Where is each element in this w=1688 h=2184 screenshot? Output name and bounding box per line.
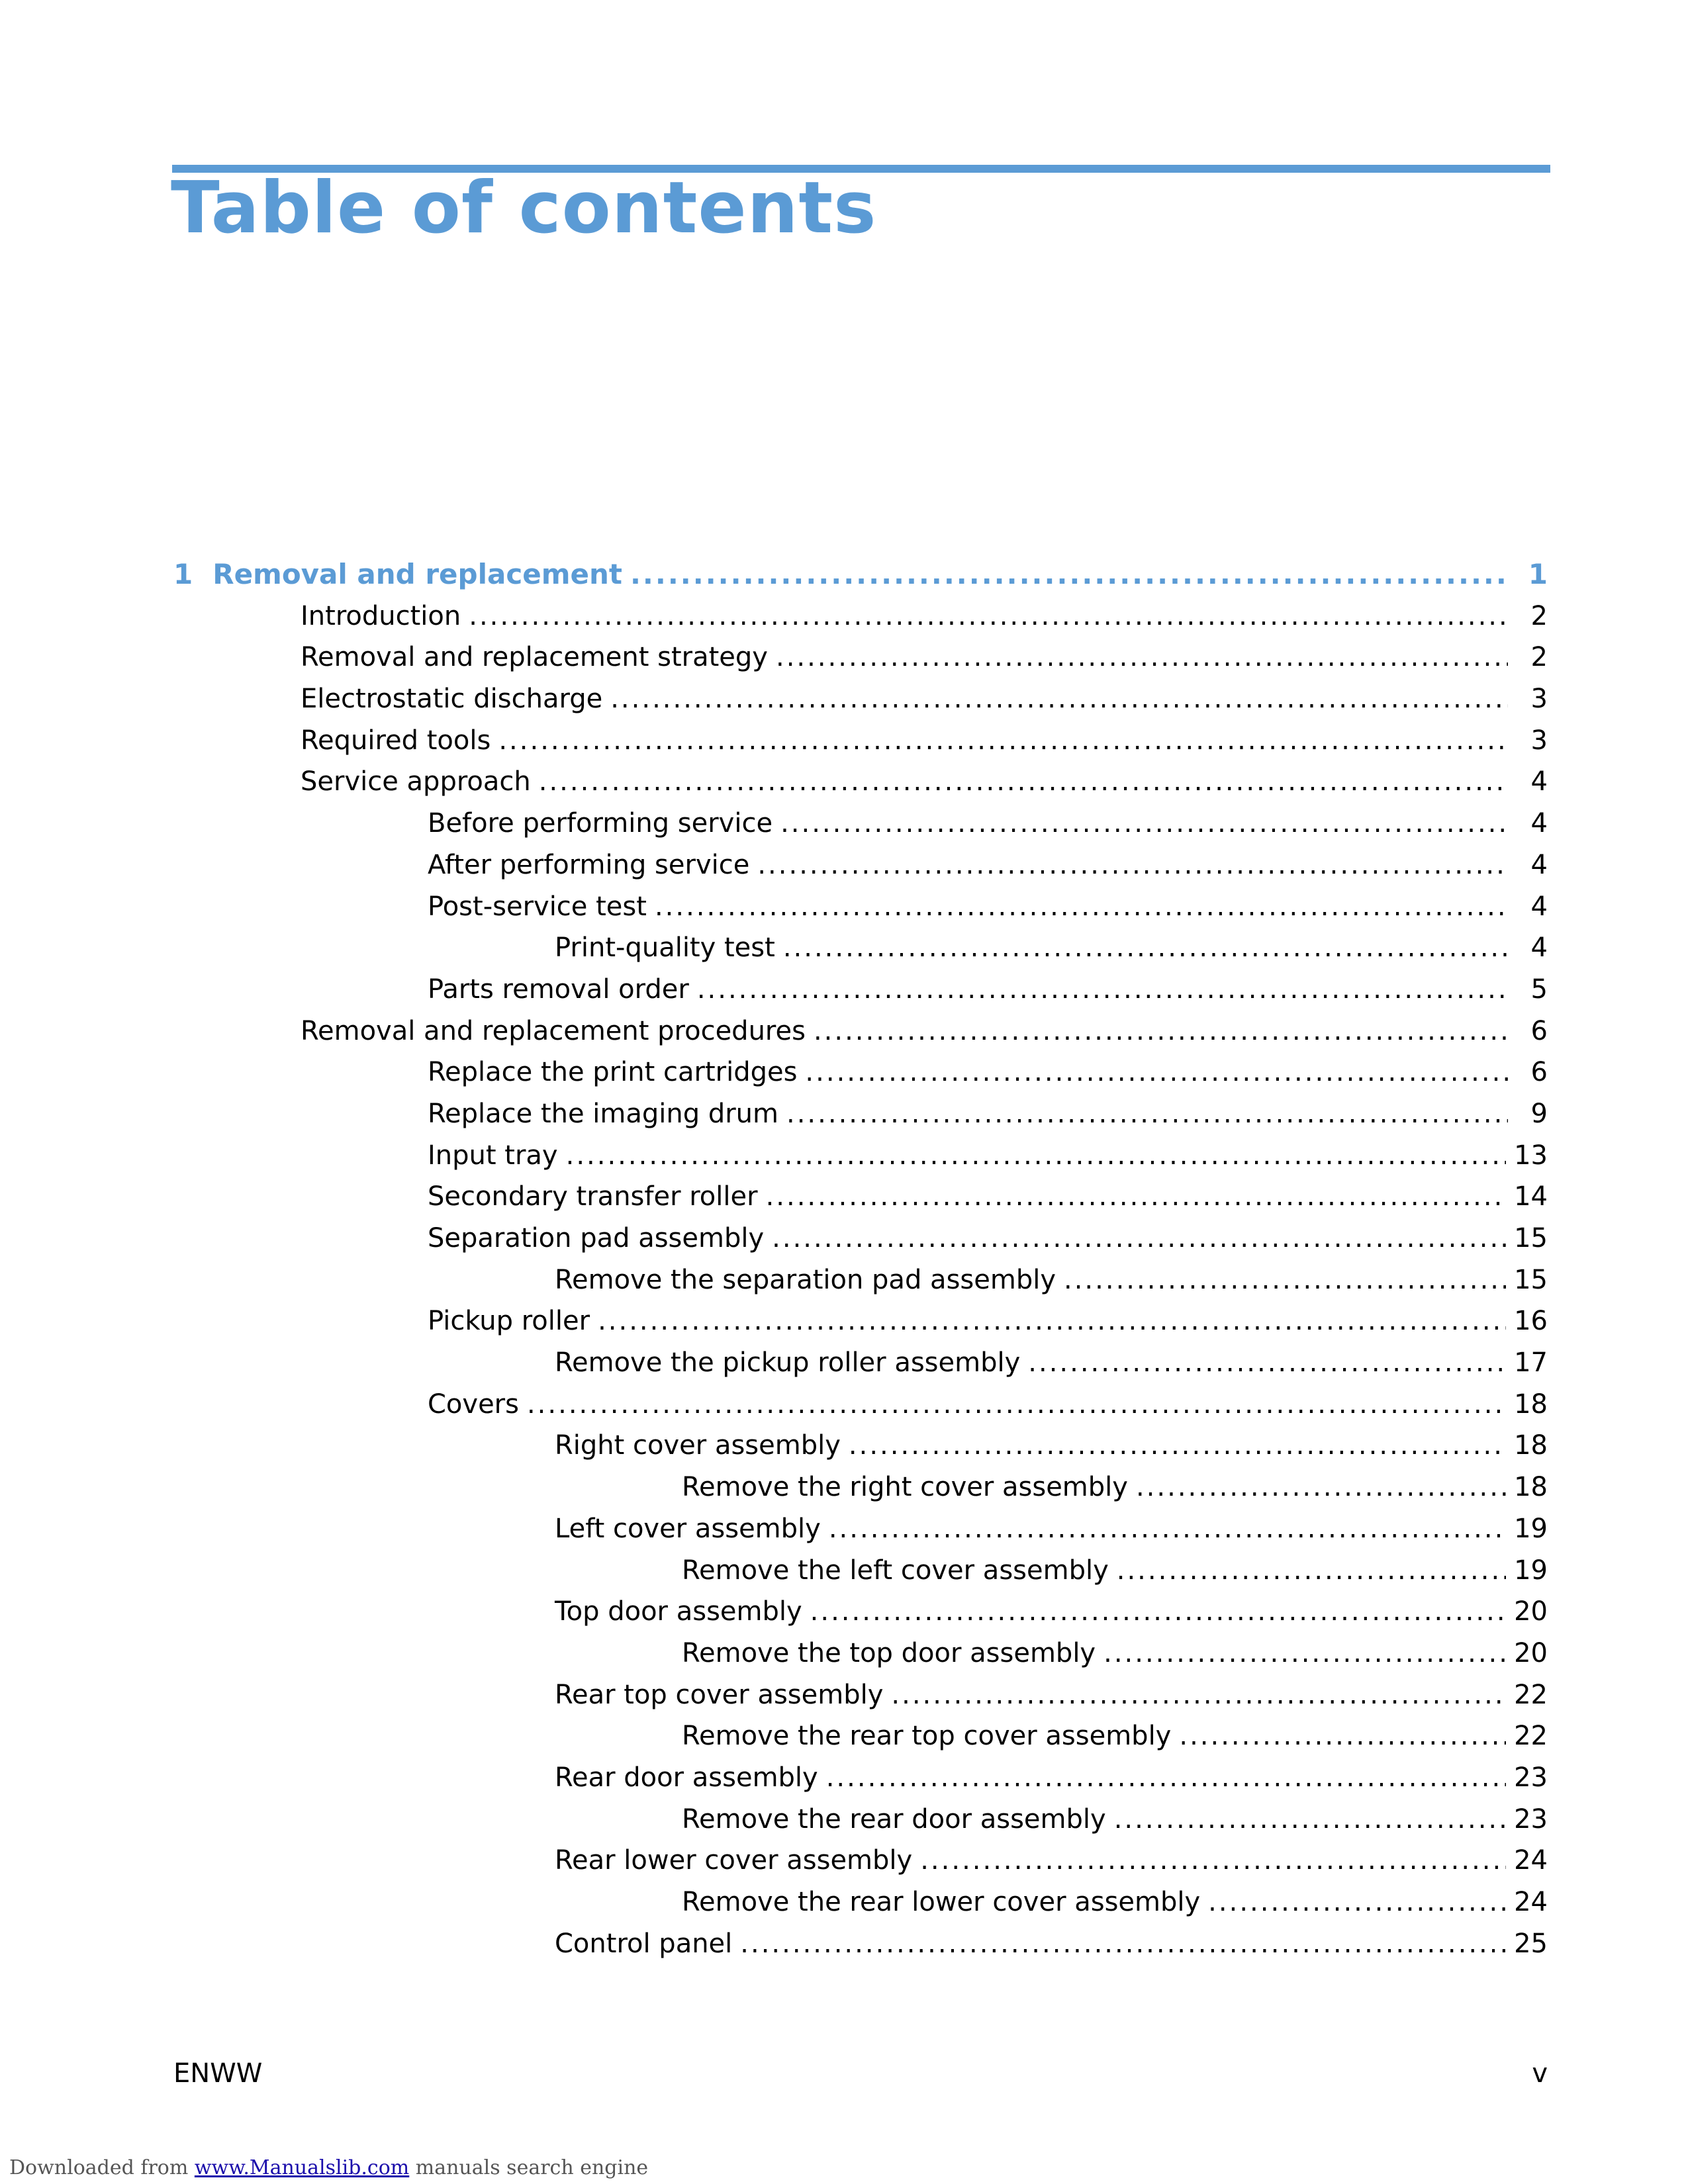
toc-dot-leader <box>786 1093 1508 1135</box>
toc-entry-page: 4 <box>1530 808 1548 839</box>
toc-entry[interactable] <box>173 1218 1548 1259</box>
toc-entry[interactable] <box>173 1799 1548 1841</box>
toc-entry-label: Secondary transfer roller <box>428 1181 758 1212</box>
toc-entry-label: Rear door assembly <box>555 1762 818 1793</box>
toc-entry[interactable] <box>173 1093 1548 1135</box>
toc-entry-page: 20 <box>1514 1637 1548 1668</box>
toc-entry[interactable] <box>173 1508 1548 1550</box>
toc-entry[interactable] <box>173 554 1548 596</box>
toc-entry[interactable] <box>173 1052 1548 1093</box>
toc-entry[interactable] <box>173 1550 1548 1592</box>
toc-entry[interactable] <box>173 927 1548 969</box>
toc-entry-page: 22 <box>1514 1721 1548 1752</box>
toc-entry-label: Remove the rear lower cover assembly <box>682 1887 1201 1917</box>
toc-entry-label: Required tools <box>301 725 491 756</box>
download-link[interactable]: www.Manualslib.com <box>194 2156 410 2179</box>
toc-entry-page: 17 <box>1514 1347 1548 1379</box>
toc-entry-page: 5 <box>1530 974 1548 1005</box>
toc-entry-page: 16 <box>1514 1306 1548 1337</box>
toc-dot-leader <box>891 1674 1506 1716</box>
toc-entry-page: 4 <box>1530 766 1548 797</box>
toc-entry-page: 18 <box>1514 1430 1548 1461</box>
toc-entry-page: 4 <box>1530 849 1548 880</box>
toc-entry-page: 23 <box>1514 1803 1548 1835</box>
toc-dot-leader <box>1103 1633 1506 1674</box>
toc-dot-leader <box>469 596 1508 637</box>
toc-entry[interactable] <box>173 761 1548 803</box>
toc-entry-page: 19 <box>1514 1513 1548 1544</box>
toc-entry[interactable] <box>173 1674 1548 1716</box>
toc-entry-page: 24 <box>1514 1887 1548 1917</box>
toc-entry-page: 13 <box>1514 1140 1548 1171</box>
toc-dot-leader <box>610 678 1508 720</box>
toc-entry-page: 6 <box>1530 1057 1548 1088</box>
toc-dot-leader <box>539 761 1508 803</box>
toc-dot-leader <box>776 637 1508 678</box>
toc-entry-page: 2 <box>1530 642 1548 673</box>
toc-dot-leader <box>1028 1342 1506 1384</box>
toc-dot-leader <box>772 1218 1506 1259</box>
toc-entry[interactable] <box>173 1176 1548 1218</box>
toc-dot-leader <box>1064 1259 1506 1301</box>
toc-entry-page: 20 <box>1514 1596 1548 1627</box>
toc-entry-label: Remove the separation pad assembly <box>555 1264 1056 1295</box>
toc-dot-leader <box>740 1923 1506 1965</box>
download-suffix: manuals search engine <box>415 2156 649 2179</box>
toc-dot-leader <box>849 1425 1506 1467</box>
toc-entry[interactable] <box>173 1384 1548 1426</box>
toc-entry-label: Electrostatic discharge <box>301 684 603 715</box>
toc-entry[interactable] <box>173 969 1548 1011</box>
toc-entry[interactable] <box>173 1300 1548 1342</box>
toc-entry-page: 9 <box>1530 1098 1548 1129</box>
toc-entry-label: Remove the rear top cover assembly <box>682 1721 1172 1752</box>
toc-dot-leader <box>783 927 1508 969</box>
toc-entry-label: Parts removal order <box>428 974 689 1005</box>
toc-dot-leader <box>780 803 1508 844</box>
toc-dot-leader <box>1208 1882 1506 1923</box>
toc-entry[interactable] <box>173 720 1548 762</box>
toc-entry-label: Rear lower cover assembly <box>555 1845 913 1876</box>
toc-dot-leader <box>805 1052 1508 1093</box>
toc-entry[interactable] <box>173 803 1548 844</box>
toc-entry-label: Replace the print cartridges <box>428 1057 798 1088</box>
toc-entry-page: 15 <box>1514 1223 1548 1253</box>
toc-entry-page: 19 <box>1514 1555 1548 1586</box>
toc-entry[interactable] <box>173 1467 1548 1508</box>
toc-entry-page: 14 <box>1514 1181 1548 1212</box>
toc-entry-label: Service approach <box>301 766 531 797</box>
toc-entry-number: 1 <box>173 558 193 590</box>
toc-entry-label: Control panel <box>555 1928 733 1959</box>
toc-entry-page: 18 <box>1514 1472 1548 1503</box>
toc-entry-label: Replace the imaging drum <box>428 1098 778 1129</box>
toc-entry-label: Removal and replacement <box>212 558 622 590</box>
toc-entry-label: Covers <box>428 1388 519 1420</box>
toc-entry-page: 23 <box>1514 1762 1548 1793</box>
toc-dot-leader <box>655 886 1508 928</box>
download-prefix: Downloaded from <box>9 2156 189 2179</box>
toc-entry-label: Left cover assembly <box>555 1513 821 1544</box>
toc-entry-label: Top door assembly <box>555 1596 802 1627</box>
toc-entry-label: Remove the pickup roller assembly <box>555 1347 1021 1379</box>
toc-entry[interactable] <box>173 1715 1548 1757</box>
toc-entry-page: 22 <box>1514 1679 1548 1710</box>
toc-entry-label: Before performing service <box>428 808 773 839</box>
toc-entry-page: 2 <box>1530 600 1548 631</box>
toc-entry[interactable] <box>173 1840 1548 1882</box>
toc-dot-leader <box>766 1176 1507 1218</box>
page-number: v <box>1532 2058 1548 2089</box>
toc-entry[interactable] <box>173 596 1548 637</box>
toc-entry[interactable] <box>173 1342 1548 1384</box>
download-notice <box>9 2156 648 2179</box>
toc-entry[interactable] <box>173 844 1548 886</box>
toc-entry-page: 15 <box>1514 1264 1548 1295</box>
toc-dot-leader <box>1114 1799 1506 1841</box>
toc-entry-label: Removal and replacement strategy <box>301 642 768 673</box>
toc-entry-page: 3 <box>1530 684 1548 715</box>
toc-dot-leader <box>814 1011 1508 1052</box>
toc-entry[interactable] <box>173 1259 1548 1301</box>
toc-dot-leader <box>829 1508 1506 1550</box>
toc-entry-label: Print-quality test <box>555 933 775 964</box>
toc-entry[interactable] <box>173 1135 1548 1177</box>
toc-entry[interactable] <box>173 1633 1548 1674</box>
toc-entry[interactable] <box>173 1882 1548 1923</box>
toc-dot-leader <box>757 844 1508 886</box>
toc-entry-label: Pickup roller <box>428 1306 590 1337</box>
toc-entry-page: 4 <box>1530 933 1548 964</box>
toc-entry-label: Remove the right cover assembly <box>682 1472 1128 1503</box>
toc-entry-page: 4 <box>1530 891 1548 922</box>
toc-dot-leader <box>566 1135 1506 1177</box>
toc-entry[interactable] <box>173 886 1548 928</box>
toc-entry[interactable] <box>173 1011 1548 1052</box>
toc-dot-leader <box>630 554 1508 596</box>
toc-entry-page: 1 <box>1528 558 1548 590</box>
toc-list <box>173 554 1548 1964</box>
toc-entry[interactable] <box>173 1757 1548 1799</box>
toc-dot-leader <box>1117 1550 1506 1592</box>
toc-entry-page: 18 <box>1514 1388 1548 1420</box>
page-title: Table of contents <box>171 167 877 250</box>
toc-entry-page: 25 <box>1514 1928 1548 1959</box>
toc-dot-leader <box>598 1300 1506 1342</box>
toc-entry-label: Post-service test <box>428 891 647 922</box>
toc-dot-leader <box>826 1757 1506 1799</box>
toc-dot-leader <box>810 1591 1506 1633</box>
toc-entry[interactable] <box>173 637 1548 678</box>
toc-entry-label: Remove the rear door assembly <box>682 1803 1106 1835</box>
toc-entry-label: Right cover assembly <box>555 1430 841 1461</box>
toc-entry-page: 3 <box>1530 725 1548 756</box>
toc-entry-page: 6 <box>1530 1015 1548 1046</box>
toc-entry-label: Remove the left cover assembly <box>682 1555 1109 1586</box>
toc-entry-label: Input tray <box>428 1140 558 1171</box>
toc-entry[interactable] <box>173 1923 1548 1965</box>
toc-entry[interactable] <box>173 1591 1548 1633</box>
toc-entry-label: After performing service <box>428 849 750 880</box>
toc-dot-leader <box>1179 1715 1506 1757</box>
toc-entry-page: 24 <box>1514 1845 1548 1876</box>
toc-entry-label: Rear top cover assembly <box>555 1679 884 1710</box>
toc-dot-leader <box>527 1384 1506 1426</box>
toc-dot-leader <box>1136 1467 1506 1508</box>
toc-entry-label: Remove the top door assembly <box>682 1637 1096 1668</box>
toc-entry[interactable] <box>173 678 1548 720</box>
toc-entry-label: Introduction <box>301 600 461 631</box>
toc-dot-leader <box>498 720 1508 762</box>
toc-entry[interactable] <box>173 1425 1548 1467</box>
toc-dot-leader <box>697 969 1508 1011</box>
toc-entry-label: Removal and replacement procedures <box>301 1015 806 1046</box>
footer-left: ENWW <box>173 2058 263 2089</box>
toc-dot-leader <box>920 1840 1506 1882</box>
toc-entry-label: Separation pad assembly <box>428 1223 765 1253</box>
